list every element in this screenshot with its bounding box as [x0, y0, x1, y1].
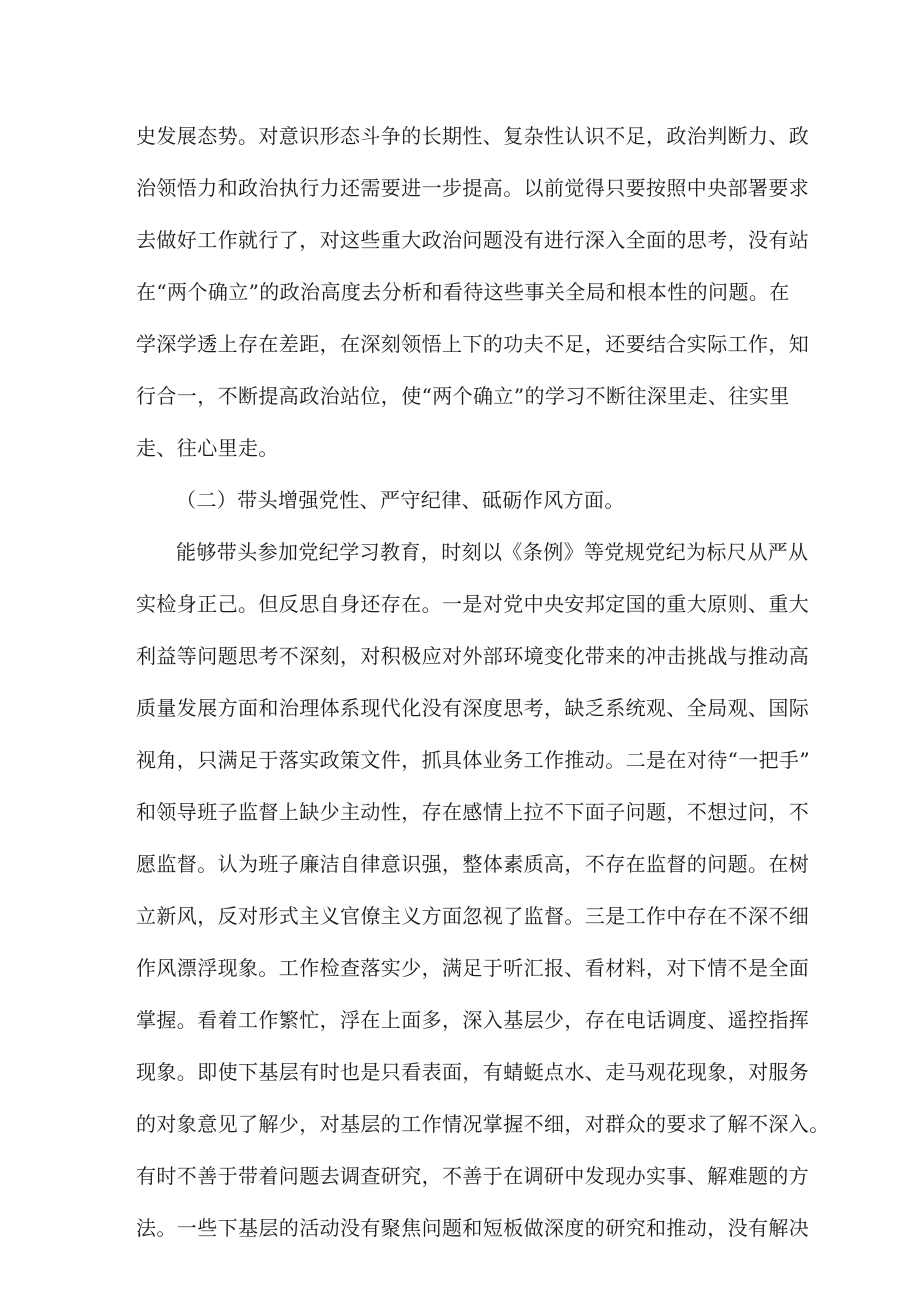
text-line: 有时不善于带着问题去调查研究，不善于在调研中发现办实事、解难题的方 — [136, 1164, 810, 1188]
text-line: 愿监督。认为班子廉洁自律意识强，整体素质高，不存在监督的问题。在树 — [136, 852, 810, 876]
text-line: 利益等问题思考不深刻，对积极应对外部环境变化带来的冲击挑战与推动高 — [136, 644, 810, 668]
text-line: 掌握。看着工作繁忙，浮在上面多，深入基层少，存在电话调度、遥控指挥 — [136, 1008, 810, 1032]
text-line: 走、往心里走。 — [136, 436, 279, 460]
text-line: 在“两个确立”的政治高度去分析和看待这些事关全局和根本性的问题。在 — [136, 280, 790, 304]
text-line: 去做好工作就行了，对这些重大政治问题没有进行深入全面的思考，没有站 — [136, 228, 810, 252]
text-line: 的对象意见了解少，对基层的工作情况掌握不细，对群众的要求了解不深入。 — [136, 1112, 830, 1136]
section-heading: （二）带头增强党性、严守纪律、砥砺作风方面。 — [176, 488, 625, 512]
text-line: 视角，只满足于落实政策文件，抓具体业务工作推动。二是在对待“一把手” — [136, 748, 811, 772]
text-line: 立新风，反对形式主义官僚主义方面忽视了监督。三是工作中存在不深不细 — [136, 904, 810, 928]
text-line: 学深学透上存在差距，在深刻领悟上下的功夫不足，还要结合实际工作，知 — [136, 332, 810, 356]
text-line: 法。一些下基层的活动没有聚焦问题和短板做深度的研究和推动，没有解决 — [136, 1216, 810, 1240]
text-line: 作风漂浮现象。工作检查落实少，满足于听汇报、看材料，对下情不是全面 — [136, 956, 810, 980]
text-line: 质量发展方面和治理体系现代化没有深度思考，缺乏系统观、全局观、国际 — [136, 696, 810, 720]
text-line: 现象。即使下基层有时也是只看表面，有蜻蜓点水、走马观花现象，对服务 — [136, 1060, 810, 1084]
text-line: 行合一，不断提高政治站位，使“两个确立”的学习不断往深里走、往实里 — [136, 384, 790, 408]
text-line: 实检身正己。但反思自身还存在。一是对党中央安邦定国的重大原则、重大 — [136, 592, 810, 616]
text-line: 治领悟力和政治执行力还需要进一步提高。以前觉得只要按照中央部署要求 — [136, 176, 810, 200]
text-line: 能够带头参加党纪学习教育，时刻以《条例》等党规党纪为标尺从严从 — [176, 540, 809, 564]
text-line: 史发展态势。对意识形态斗争的长期性、复杂性认识不足，政治判断力、政 — [136, 124, 810, 148]
text-line: 和领导班子监督上缺少主动性，存在感情上拉不下面子问题，不想过问，不 — [136, 800, 810, 824]
